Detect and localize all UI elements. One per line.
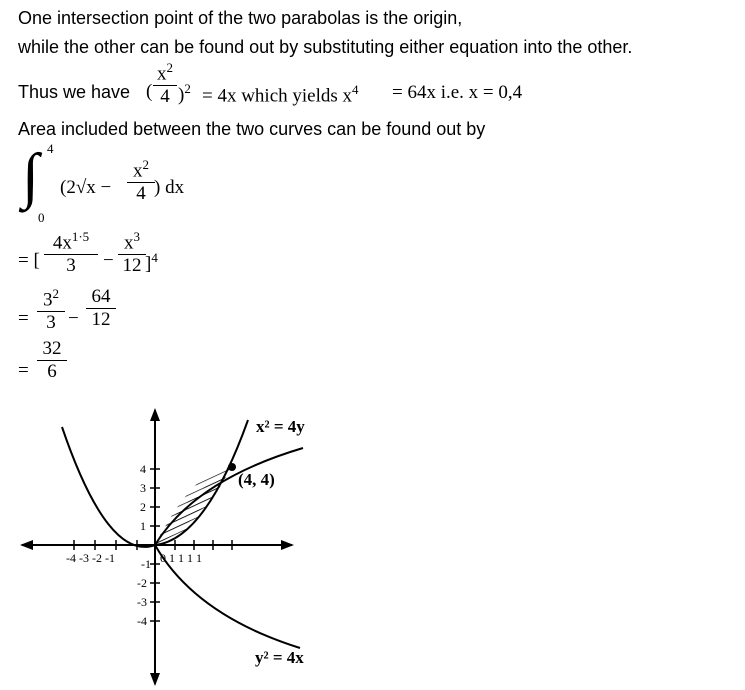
- y-tick-label-4: 4: [140, 462, 146, 476]
- integral-upper-limit: 4: [47, 141, 54, 156]
- step1-fraction-1: $\frac{4x^{1\cdot 5}}{3}$: [44, 229, 98, 277]
- y-tick-label-3: 3: [140, 481, 146, 495]
- step1-fraction-2: $\frac{x^3}{12}$: [118, 229, 146, 277]
- y-axis-arrow-bottom: [150, 673, 160, 686]
- x-neg-tick-labels: -4 -3 -2 -1: [66, 551, 115, 565]
- integrand-right: ) dx: [154, 177, 185, 198]
- x-pos-tick-labels: 0 1 1 1 1: [160, 551, 202, 565]
- paren-close: )$^2$: [178, 81, 191, 106]
- label-x2-4y: x² = 4y: [256, 417, 305, 436]
- x-axis-arrow-left: [20, 540, 33, 550]
- step2-eq: =: [18, 308, 29, 329]
- step2-fraction-2: $\frac{64}{12}$: [86, 286, 116, 331]
- y-tick-label-neg2: -2: [137, 576, 147, 590]
- integrand-left: (2√x −: [60, 177, 112, 198]
- step2-fraction-1: $\frac{3^2}{3}$: [37, 286, 65, 334]
- step3-fraction: $\frac{32}{6}$: [37, 338, 67, 383]
- step2-minus: −: [68, 308, 79, 329]
- integral-sign: ∫: [22, 142, 39, 210]
- integrand-fraction: $\frac{x^2}{4}$: [127, 157, 155, 205]
- step1-open: = [: [18, 250, 40, 271]
- intro-line-2: while the other can be found out by substituting either equation into the other.: [18, 37, 633, 57]
- y-tick-label-neg1: -1: [141, 557, 151, 571]
- thus-suffix: = 64x i.e. x = 0,4: [392, 82, 523, 103]
- y-tick-label-neg3: -3: [137, 595, 147, 609]
- y-tick-label-1: 1: [140, 519, 146, 533]
- thus-middle: = 4x which yields $x^4$: [202, 82, 359, 107]
- intro-line-1: One intersection point of the two parabolas is the origin,: [18, 8, 463, 28]
- intersection-point: [228, 463, 236, 471]
- paren-open: (: [146, 81, 153, 102]
- area-line: Area included between the two curves can be found out by: [18, 119, 486, 139]
- y-tick-label-2: 2: [140, 500, 146, 514]
- step3-eq: =: [18, 360, 29, 381]
- x-axis-arrow-right: [281, 540, 294, 550]
- label-intersection: (4, 4): [238, 470, 275, 489]
- thus-fraction: $\frac{x^2}{4}$: [153, 60, 177, 108]
- step1-close: ]$^4$: [145, 250, 158, 275]
- parabola-y2-4x: [155, 448, 303, 648]
- y-tick-label-neg4: -4: [137, 614, 147, 628]
- y-axis-arrow-top: [150, 408, 160, 421]
- integral-lower-limit: 0: [38, 210, 45, 225]
- step1-minus: −: [103, 250, 114, 271]
- label-y2-4x: y² = 4x: [255, 648, 304, 667]
- thus-prefix: Thus we have: [18, 82, 131, 102]
